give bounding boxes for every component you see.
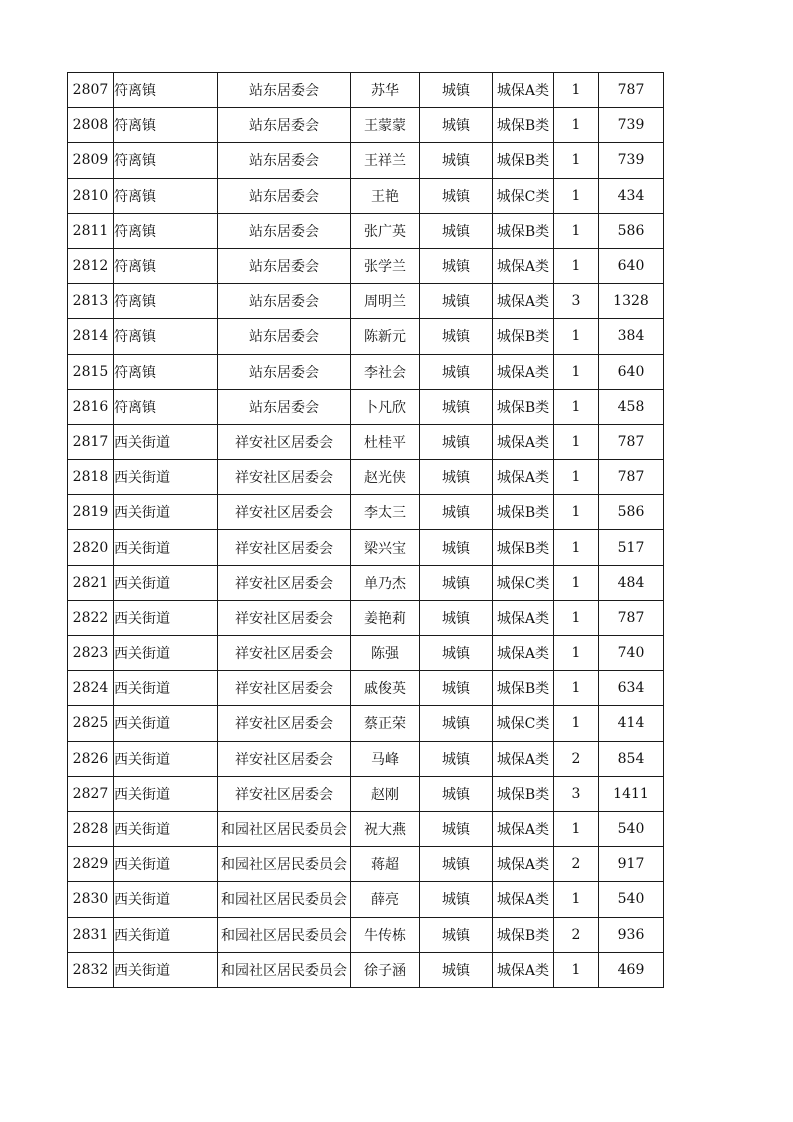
area-type-cell: 城镇 bbox=[420, 108, 493, 143]
community-cell: 站东居委会 bbox=[218, 143, 351, 178]
area-type-cell: 城镇 bbox=[420, 495, 493, 530]
amount-cell: 640 bbox=[599, 248, 664, 283]
amount-cell: 787 bbox=[599, 600, 664, 635]
amount-cell: 586 bbox=[599, 213, 664, 248]
area-type-cell: 城镇 bbox=[420, 73, 493, 108]
town-cell: 符离镇 bbox=[114, 284, 218, 319]
person-name-cell: 单乃杰 bbox=[351, 565, 420, 600]
row-number: 2817 bbox=[68, 424, 114, 459]
table-row bbox=[68, 847, 664, 882]
area-type-cell: 城镇 bbox=[420, 319, 493, 354]
row-number: 2810 bbox=[68, 178, 114, 213]
table-row bbox=[68, 284, 664, 319]
amount-cell: 917 bbox=[599, 847, 664, 882]
insurance-class-cell: 城保B类 bbox=[493, 213, 554, 248]
person-name-cell: 陈强 bbox=[351, 636, 420, 671]
area-type-cell: 城镇 bbox=[420, 600, 493, 635]
insurance-class-cell: 城保A类 bbox=[493, 952, 554, 987]
person-name-cell: 赵刚 bbox=[351, 776, 420, 811]
insurance-class-cell: 城保A类 bbox=[493, 460, 554, 495]
row-number: 2811 bbox=[68, 213, 114, 248]
table-row bbox=[68, 248, 664, 283]
household-count-cell: 1 bbox=[554, 706, 599, 741]
insurance-class-cell: 城保C类 bbox=[493, 178, 554, 213]
community-cell: 站东居委会 bbox=[218, 248, 351, 283]
row-number: 2826 bbox=[68, 741, 114, 776]
person-name-cell: 王祥兰 bbox=[351, 143, 420, 178]
area-type-cell: 城镇 bbox=[420, 178, 493, 213]
community-cell: 祥安社区居委会 bbox=[218, 600, 351, 635]
community-cell: 站东居委会 bbox=[218, 354, 351, 389]
table-row bbox=[68, 565, 664, 600]
row-number: 2825 bbox=[68, 706, 114, 741]
row-number: 2827 bbox=[68, 776, 114, 811]
town-cell: 符离镇 bbox=[114, 143, 218, 178]
person-name-cell: 蒋超 bbox=[351, 847, 420, 882]
person-name-cell: 张学兰 bbox=[351, 248, 420, 283]
household-count-cell: 1 bbox=[554, 213, 599, 248]
insurance-class-cell: 城保B类 bbox=[493, 530, 554, 565]
table-row bbox=[68, 671, 664, 706]
table-body bbox=[68, 73, 664, 988]
area-type-cell: 城镇 bbox=[420, 811, 493, 846]
insurance-class-cell: 城保C类 bbox=[493, 706, 554, 741]
amount-cell: 586 bbox=[599, 495, 664, 530]
table-row bbox=[68, 354, 664, 389]
household-count-cell: 1 bbox=[554, 73, 599, 108]
town-cell: 西关街道 bbox=[114, 495, 218, 530]
amount-cell: 640 bbox=[599, 354, 664, 389]
person-name-cell: 薛亮 bbox=[351, 882, 420, 917]
insurance-class-cell: 城保C类 bbox=[493, 565, 554, 600]
amount-cell: 634 bbox=[599, 671, 664, 706]
amount-cell: 469 bbox=[599, 952, 664, 987]
town-cell: 西关街道 bbox=[114, 636, 218, 671]
town-cell: 符离镇 bbox=[114, 248, 218, 283]
row-number: 2809 bbox=[68, 143, 114, 178]
row-number: 2808 bbox=[68, 108, 114, 143]
community-cell: 祥安社区居委会 bbox=[218, 741, 351, 776]
area-type-cell: 城镇 bbox=[420, 354, 493, 389]
table-row bbox=[68, 178, 664, 213]
household-count-cell: 1 bbox=[554, 319, 599, 354]
household-count-cell: 1 bbox=[554, 811, 599, 846]
household-count-cell: 1 bbox=[554, 565, 599, 600]
household-count-cell: 1 bbox=[554, 636, 599, 671]
table-row bbox=[68, 73, 664, 108]
person-name-cell: 牛传栋 bbox=[351, 917, 420, 952]
amount-cell: 1411 bbox=[599, 776, 664, 811]
community-cell: 站东居委会 bbox=[218, 108, 351, 143]
town-cell: 西关街道 bbox=[114, 741, 218, 776]
insurance-class-cell: 城保B类 bbox=[493, 495, 554, 530]
community-cell: 站东居委会 bbox=[218, 213, 351, 248]
household-count-cell: 1 bbox=[554, 108, 599, 143]
insurance-class-cell: 城保B类 bbox=[493, 671, 554, 706]
table-row bbox=[68, 952, 664, 987]
table-row bbox=[68, 917, 664, 952]
table-row bbox=[68, 424, 664, 459]
row-number: 2822 bbox=[68, 600, 114, 635]
community-cell: 祥安社区居委会 bbox=[218, 530, 351, 565]
town-cell: 西关街道 bbox=[114, 952, 218, 987]
row-number: 2812 bbox=[68, 248, 114, 283]
community-cell: 祥安社区居委会 bbox=[218, 460, 351, 495]
area-type-cell: 城镇 bbox=[420, 952, 493, 987]
amount-cell: 384 bbox=[599, 319, 664, 354]
community-cell: 祥安社区居委会 bbox=[218, 565, 351, 600]
household-count-cell: 1 bbox=[554, 424, 599, 459]
area-type-cell: 城镇 bbox=[420, 284, 493, 319]
row-number: 2828 bbox=[68, 811, 114, 846]
town-cell: 西关街道 bbox=[114, 565, 218, 600]
amount-cell: 434 bbox=[599, 178, 664, 213]
town-cell: 西关街道 bbox=[114, 706, 218, 741]
household-count-cell: 2 bbox=[554, 847, 599, 882]
community-cell: 祥安社区居委会 bbox=[218, 636, 351, 671]
row-number: 2823 bbox=[68, 636, 114, 671]
row-number: 2814 bbox=[68, 319, 114, 354]
town-cell: 符离镇 bbox=[114, 178, 218, 213]
table-row bbox=[68, 495, 664, 530]
insurance-class-cell: 城保A类 bbox=[493, 424, 554, 459]
insurance-class-cell: 城保A类 bbox=[493, 600, 554, 635]
amount-cell: 787 bbox=[599, 460, 664, 495]
community-cell: 祥安社区居委会 bbox=[218, 706, 351, 741]
household-count-cell: 1 bbox=[554, 389, 599, 424]
town-cell: 符离镇 bbox=[114, 354, 218, 389]
town-cell: 西关街道 bbox=[114, 882, 218, 917]
table-row bbox=[68, 213, 664, 248]
person-name-cell: 李太三 bbox=[351, 495, 420, 530]
table-row bbox=[68, 882, 664, 917]
community-cell: 和园社区居民委员会 bbox=[218, 917, 351, 952]
table-row bbox=[68, 108, 664, 143]
amount-cell: 854 bbox=[599, 741, 664, 776]
amount-cell: 1328 bbox=[599, 284, 664, 319]
household-count-cell: 1 bbox=[554, 178, 599, 213]
town-cell: 符离镇 bbox=[114, 389, 218, 424]
insurance-class-cell: 城保B类 bbox=[493, 776, 554, 811]
table-row bbox=[68, 636, 664, 671]
community-cell: 和园社区居民委员会 bbox=[218, 811, 351, 846]
row-number: 2829 bbox=[68, 847, 114, 882]
insurance-class-cell: 城保A类 bbox=[493, 284, 554, 319]
row-number: 2807 bbox=[68, 73, 114, 108]
row-number: 2830 bbox=[68, 882, 114, 917]
community-cell: 站东居委会 bbox=[218, 389, 351, 424]
town-cell: 符离镇 bbox=[114, 319, 218, 354]
community-cell: 和园社区居民委员会 bbox=[218, 952, 351, 987]
area-type-cell: 城镇 bbox=[420, 741, 493, 776]
community-cell: 和园社区居民委员会 bbox=[218, 882, 351, 917]
insurance-class-cell: 城保B类 bbox=[493, 319, 554, 354]
community-cell: 站东居委会 bbox=[218, 319, 351, 354]
area-type-cell: 城镇 bbox=[420, 917, 493, 952]
table-row bbox=[68, 530, 664, 565]
person-name-cell: 杜桂平 bbox=[351, 424, 420, 459]
data-table bbox=[67, 72, 664, 988]
area-type-cell: 城镇 bbox=[420, 776, 493, 811]
table-row bbox=[68, 741, 664, 776]
row-number: 2819 bbox=[68, 495, 114, 530]
person-name-cell: 陈新元 bbox=[351, 319, 420, 354]
household-count-cell: 1 bbox=[554, 600, 599, 635]
person-name-cell: 祝大燕 bbox=[351, 811, 420, 846]
household-count-cell: 1 bbox=[554, 354, 599, 389]
amount-cell: 739 bbox=[599, 143, 664, 178]
town-cell: 西关街道 bbox=[114, 776, 218, 811]
person-name-cell: 王蒙蒙 bbox=[351, 108, 420, 143]
area-type-cell: 城镇 bbox=[420, 565, 493, 600]
insurance-class-cell: 城保A类 bbox=[493, 741, 554, 776]
insurance-class-cell: 城保A类 bbox=[493, 73, 554, 108]
insurance-class-cell: 城保A类 bbox=[493, 248, 554, 283]
insurance-class-cell: 城保A类 bbox=[493, 811, 554, 846]
community-cell: 站东居委会 bbox=[218, 73, 351, 108]
insurance-class-cell: 城保B类 bbox=[493, 143, 554, 178]
person-name-cell: 李社会 bbox=[351, 354, 420, 389]
town-cell: 西关街道 bbox=[114, 671, 218, 706]
area-type-cell: 城镇 bbox=[420, 460, 493, 495]
row-number: 2818 bbox=[68, 460, 114, 495]
person-name-cell: 张广英 bbox=[351, 213, 420, 248]
town-cell: 符离镇 bbox=[114, 213, 218, 248]
amount-cell: 787 bbox=[599, 73, 664, 108]
community-cell: 站东居委会 bbox=[218, 178, 351, 213]
person-name-cell: 马峰 bbox=[351, 741, 420, 776]
amount-cell: 484 bbox=[599, 565, 664, 600]
area-type-cell: 城镇 bbox=[420, 248, 493, 283]
area-type-cell: 城镇 bbox=[420, 143, 493, 178]
row-number: 2820 bbox=[68, 530, 114, 565]
town-cell: 西关街道 bbox=[114, 424, 218, 459]
household-count-cell: 1 bbox=[554, 530, 599, 565]
insurance-class-cell: 城保B类 bbox=[493, 389, 554, 424]
town-cell: 西关街道 bbox=[114, 530, 218, 565]
household-count-cell: 2 bbox=[554, 741, 599, 776]
table-row bbox=[68, 811, 664, 846]
person-name-cell: 苏华 bbox=[351, 73, 420, 108]
row-number: 2821 bbox=[68, 565, 114, 600]
table-row bbox=[68, 143, 664, 178]
row-number: 2832 bbox=[68, 952, 114, 987]
area-type-cell: 城镇 bbox=[420, 847, 493, 882]
town-cell: 符离镇 bbox=[114, 73, 218, 108]
table-row bbox=[68, 776, 664, 811]
community-cell: 祥安社区居委会 bbox=[218, 776, 351, 811]
amount-cell: 787 bbox=[599, 424, 664, 459]
table-row bbox=[68, 460, 664, 495]
area-type-cell: 城镇 bbox=[420, 636, 493, 671]
community-cell: 祥安社区居委会 bbox=[218, 495, 351, 530]
person-name-cell: 周明兰 bbox=[351, 284, 420, 319]
area-type-cell: 城镇 bbox=[420, 882, 493, 917]
amount-cell: 936 bbox=[599, 917, 664, 952]
insurance-class-cell: 城保A类 bbox=[493, 354, 554, 389]
person-name-cell: 徐子涵 bbox=[351, 952, 420, 987]
table-row bbox=[68, 319, 664, 354]
area-type-cell: 城镇 bbox=[420, 706, 493, 741]
person-name-cell: 戚俊英 bbox=[351, 671, 420, 706]
household-count-cell: 3 bbox=[554, 284, 599, 319]
household-count-cell: 2 bbox=[554, 917, 599, 952]
row-number: 2824 bbox=[68, 671, 114, 706]
area-type-cell: 城镇 bbox=[420, 424, 493, 459]
table-row bbox=[68, 389, 664, 424]
community-cell: 和园社区居民委员会 bbox=[218, 847, 351, 882]
person-name-cell: 赵光侠 bbox=[351, 460, 420, 495]
household-count-cell: 1 bbox=[554, 495, 599, 530]
person-name-cell: 梁兴宝 bbox=[351, 530, 420, 565]
area-type-cell: 城镇 bbox=[420, 530, 493, 565]
town-cell: 符离镇 bbox=[114, 108, 218, 143]
row-number: 2815 bbox=[68, 354, 114, 389]
household-count-cell: 1 bbox=[554, 143, 599, 178]
insurance-class-cell: 城保A类 bbox=[493, 636, 554, 671]
table-row bbox=[68, 706, 664, 741]
town-cell: 西关街道 bbox=[114, 600, 218, 635]
insurance-class-cell: 城保A类 bbox=[493, 882, 554, 917]
table-row bbox=[68, 600, 664, 635]
insurance-class-cell: 城保A类 bbox=[493, 847, 554, 882]
community-cell: 祥安社区居委会 bbox=[218, 424, 351, 459]
town-cell: 西关街道 bbox=[114, 917, 218, 952]
amount-cell: 740 bbox=[599, 636, 664, 671]
person-name-cell: 王艳 bbox=[351, 178, 420, 213]
amount-cell: 414 bbox=[599, 706, 664, 741]
household-count-cell: 1 bbox=[554, 460, 599, 495]
household-count-cell: 1 bbox=[554, 248, 599, 283]
household-count-cell: 1 bbox=[554, 671, 599, 706]
community-cell: 祥安社区居委会 bbox=[218, 671, 351, 706]
household-count-cell: 3 bbox=[554, 776, 599, 811]
household-count-cell: 1 bbox=[554, 882, 599, 917]
community-cell: 站东居委会 bbox=[218, 284, 351, 319]
area-type-cell: 城镇 bbox=[420, 389, 493, 424]
town-cell: 西关街道 bbox=[114, 811, 218, 846]
amount-cell: 458 bbox=[599, 389, 664, 424]
person-name-cell: 蔡正荣 bbox=[351, 706, 420, 741]
amount-cell: 540 bbox=[599, 811, 664, 846]
amount-cell: 739 bbox=[599, 108, 664, 143]
amount-cell: 540 bbox=[599, 882, 664, 917]
insurance-class-cell: 城保B类 bbox=[493, 917, 554, 952]
person-name-cell: 姜艳莉 bbox=[351, 600, 420, 635]
row-number: 2831 bbox=[68, 917, 114, 952]
town-cell: 西关街道 bbox=[114, 847, 218, 882]
row-number: 2813 bbox=[68, 284, 114, 319]
insurance-class-cell: 城保B类 bbox=[493, 108, 554, 143]
person-name-cell: 卜凡欣 bbox=[351, 389, 420, 424]
row-number: 2816 bbox=[68, 389, 114, 424]
area-type-cell: 城镇 bbox=[420, 213, 493, 248]
amount-cell: 517 bbox=[599, 530, 664, 565]
household-count-cell: 1 bbox=[554, 952, 599, 987]
area-type-cell: 城镇 bbox=[420, 671, 493, 706]
town-cell: 西关街道 bbox=[114, 460, 218, 495]
